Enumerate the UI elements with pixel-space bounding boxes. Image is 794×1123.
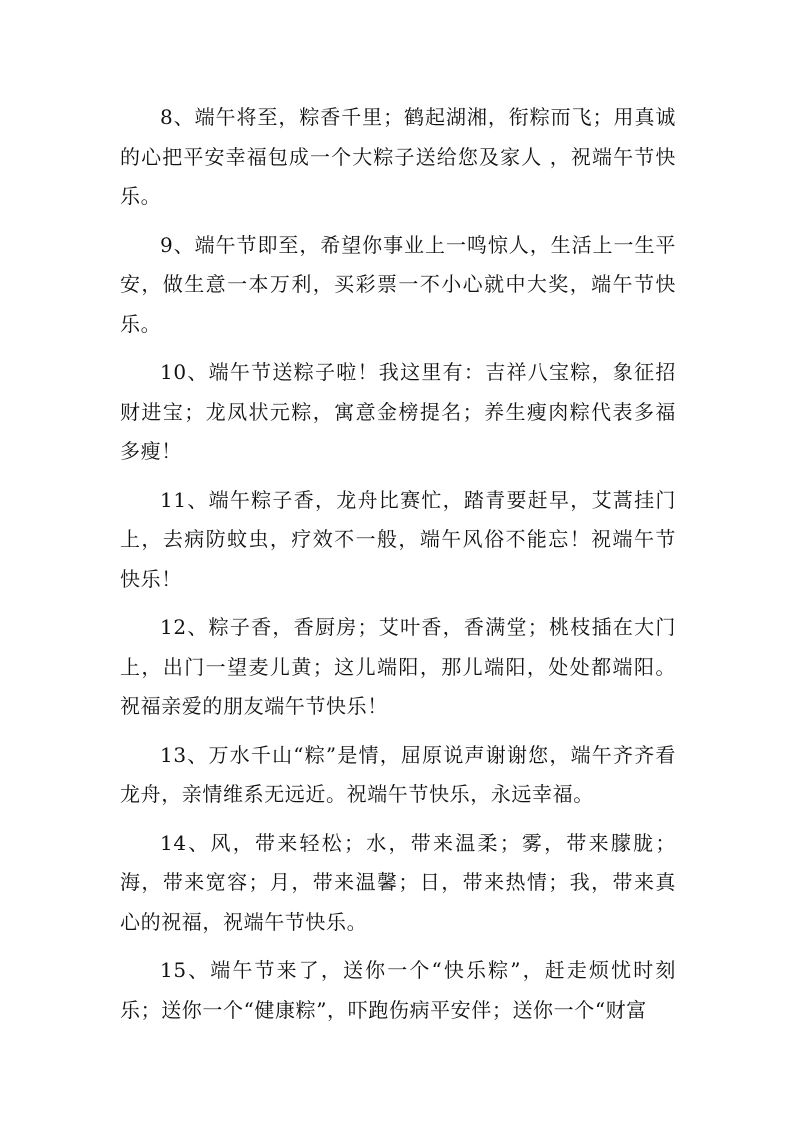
- paragraph-15: 15、端午节来了，送你一个“快乐粽”，赶走烦忧时刻乐；送你一个“健康粽”，吓跑伤病平安伴；送你一个“财富: [120, 958, 676, 1022]
- paragraph-12: 12、粽子香，香厨房；艾叶香，香满堂；桃枝插在大门上，出门一望麦儿黄；这儿端阳，那儿端阳，处处都端阳。祝福亲爱的朋友端午节快乐！: [120, 615, 676, 718]
- paragraph-8: 8、端午将至，粽香千里；鹤起湖湘，衔粽而飞；用真诚的心把平安幸福包成一个大粽子送给您及家人 ，祝端午节快乐。: [120, 105, 676, 208]
- document-body: [120, 98, 676, 1039]
- paragraph-14: 14、风，带来轻松；水，带来温柔；雾，带来朦胧；海，带来宽容；月，带来温馨；日，带来热情；我，带来真心的祝福，祝端午节快乐。: [120, 830, 676, 934]
- paragraph-9: 9、端午节即至，希望你事业上一鸣惊人，生活上一生平安，做生意一本万利，买彩票一不小心就中大奖，端午节快乐。: [120, 232, 676, 336]
- paragraph-10: 10、端午节送粽子啦！我这里有：吉祥八宝粽，象征招财进宝；龙凤状元粽，寓意金榜提名；养生瘦肉粽代表多福多瘦！: [120, 360, 676, 463]
- paragraph-11: 11、端午粽子香，龙舟比赛忙，踏青要赶早，艾蒿挂门上，去病防蚊虫，疗效不一般，端午风俗不能忘！祝端午节快乐！: [120, 487, 676, 591]
- paragraph-13: 13、万水千山“粽”是情，屈原说声谢谢您，端午齐齐看龙舟，亲情维系无远近。祝端午节快乐，永远幸福。: [120, 742, 676, 806]
